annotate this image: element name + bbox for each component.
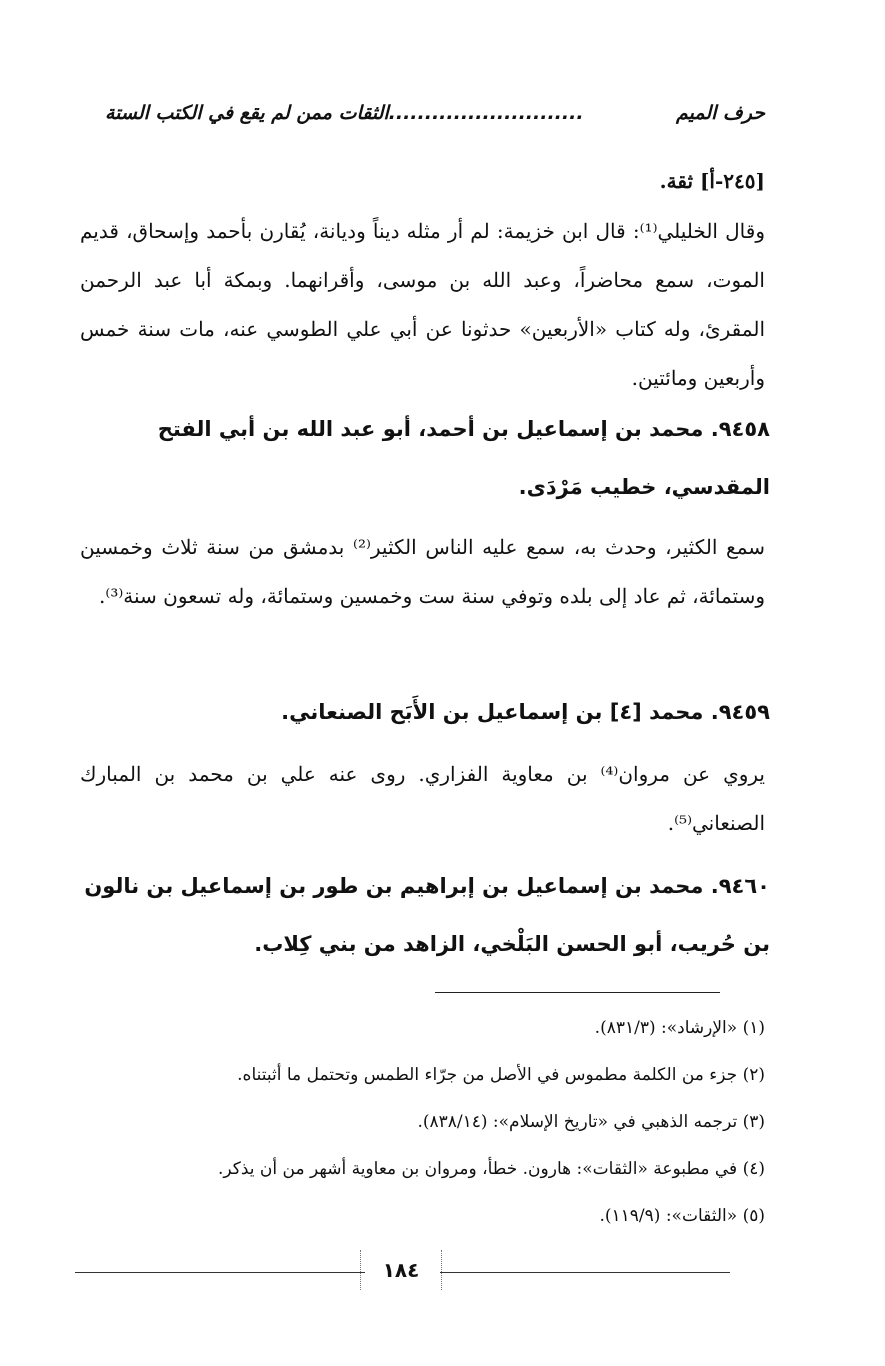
paragraph-9458: سمع الكثير، وحدث به، سمع عليه الناس الكثير⁽²⁾ بدمشق من سنة ثلاث وخمسين وستمائة، ثم عاد إلى بلده وتوفي سنة ست وخمسين وستمائة، وله تسعون سنة⁽³⁾.: [80, 535, 766, 608]
paragraph-9459: يروي عن مروان⁽⁴⁾ بن معاوية الفزاري. روى عنه علي بن محمد بن المبارك الصنعاني⁽⁵⁾.: [80, 762, 765, 835]
footnote-divider: [435, 992, 720, 993]
footer-rule-left: [75, 1272, 365, 1273]
reference-line: [٢٤٥-أ] ثقة.: [659, 169, 765, 193]
header-chapter: حرف الميم: [676, 102, 765, 124]
paragraph-khalili: وقال الخليلي⁽¹⁾: قال ابن خزيمة: لم أر مثله ديناً وديانة، يُقارن بأحمد وإسحاق، قديم الموت، سمع محاضراً، وعبد الله بن موسى، وأقرانهما. وبمكة أبا عبد الرحمن المقرئ، وله كتاب «الأربعين» حدثونا عن أبي علي الطوسي عنه، مات سنة خمس وأربعين ومائتين.: [80, 219, 765, 390]
page-number: ١٨٤: [360, 1250, 442, 1290]
entry-9459-heading: ٩٤٥٩. محمد [٤] بن إسماعيل بن الأَبَح الصنعاني.: [281, 700, 770, 724]
footnotes: [80, 1005, 765, 1240]
footnote-1: (١) «الإرشاد»: (٨٣١/٣).: [594, 1018, 765, 1038]
footnote-2: (٢) جزء من الكلمة مطموس في الأصل من جرّاء الطمس وتحتمل ما أثبتناه.: [237, 1065, 765, 1085]
entry-9458-heading: ٩٤٥٨. محمد بن إسماعيل بن أحمد، أبو عبد الله بن أبي الفتح المقدسي، خطيب مَرْدَى.: [157, 417, 770, 499]
footnote-3: (٣) ترجمه الذهبي في «تاريخ الإسلام»: (٨٣٨/١٤).: [417, 1112, 765, 1132]
header-book-title: ...........................الثقات ممن لم يقع في الكتب الستة: [105, 102, 584, 124]
footnote-4: (٤) في مطبوعة «الثقات»: هارون. خطأ، ومروان بن معاوية أشهر من أن يذكر.: [218, 1159, 765, 1179]
entry-9460-heading: ٩٤٦٠. محمد بن إسماعيل بن إبراهيم بن طور بن إسماعيل بن نالون بن حُريب، أبو الحسن البَلْخي، الزاهد من بني كِلاب.: [84, 874, 770, 956]
running-header: [105, 100, 765, 132]
footnote-5: (٥) «الثقات»: (١١٩/٩).: [599, 1206, 765, 1226]
footer-rule-right: [440, 1272, 730, 1273]
